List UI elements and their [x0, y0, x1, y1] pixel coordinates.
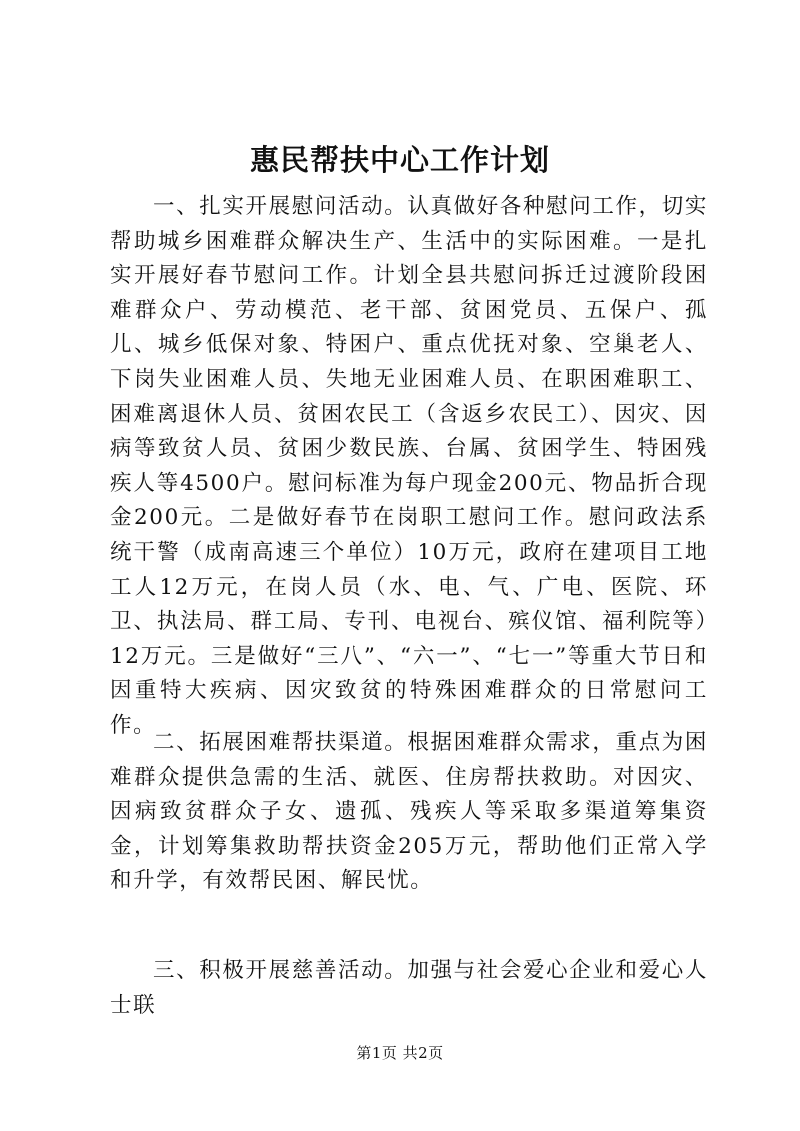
paragraph-2: 二、拓展困难帮扶渠道。根据困难群众需求，重点为困难群众提供急需的生活、就医、住房帮扶救助。对因灾、因病致贫群众子女、遗孤、残疾人等采取多渠道筹集资金，计划筹集救助帮扶资金205万元，帮助他们正常入学和升学，有效帮民困、解民忧。	[110, 730, 708, 894]
paragraph-1: 一、扎实开展慰问活动。认真做好各种慰问工作，切实帮助城乡困难群众解决生产、生活中的实际困难。一是扎实开展好春节慰问工作。计划全县共慰问拆迁过渡阶段困难群众户、劳动模范、老干部、贫困党员、五保户、孤儿、城乡低保对象、特困户、重点优抚对象、空巢老人、下岗失业困难人员、失地无业困难人员、在职困难职工、困难离退休人员、贫困农民工（含返乡农民工）、因灾、因病等致贫人员、贫困少数民族、台属、贫困学生、特困残疾人等4500户。慰问标准为每户现金200元、物品折合现金200元。二是做好春节在岗职工慰问工作。慰问政法系统干警（成南高速三个单位）10万元，政府在建项目工地工人12万元，在岗人员（水、电、气、广电、医院、环卫、执法局、群工局、专刊、电视台、殡仪馆、福利院等）12万元。三是做好“三八”、“六一”、“七一”等重大节日和因重特大疾病、因灾致贫的特殊困难群众的日常慰问工作。	[110, 194, 708, 738]
page-footer: 第1页 共2页	[356, 1044, 444, 1062]
document-title: 惠民帮扶中心工作计划	[249, 143, 550, 177]
paragraph-3: 三、积极开展慈善活动。加强与社会爱心企业和爱心人士联	[110, 958, 708, 1018]
